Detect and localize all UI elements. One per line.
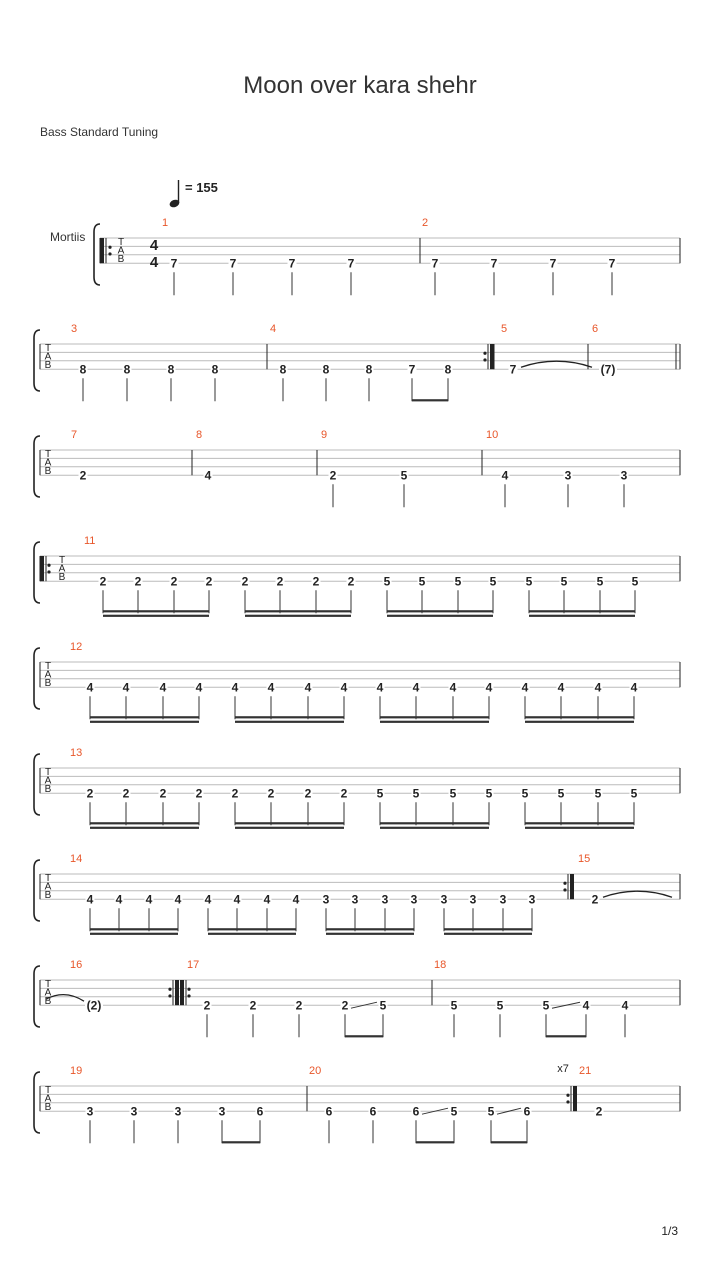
score-title: Moon over kara shehr xyxy=(243,72,477,99)
fret-number: 4 xyxy=(204,468,212,483)
fret-number: (7) xyxy=(600,362,616,377)
fret-number: 3 xyxy=(381,892,389,907)
fret-number: 5 xyxy=(376,786,384,801)
beam xyxy=(525,822,634,824)
measure-number: 5 xyxy=(501,323,508,335)
repeat-end-bar xyxy=(175,980,179,1005)
repeat-count-label: x7 xyxy=(557,1063,569,1075)
fret-number: 7 xyxy=(229,256,237,271)
beam xyxy=(90,827,199,829)
measure-number: 16 xyxy=(70,959,83,971)
tab-system-5 xyxy=(34,641,680,723)
beam xyxy=(90,933,178,935)
beam xyxy=(380,716,489,718)
repeat-dot xyxy=(483,358,486,361)
measure-number: 4 xyxy=(270,323,277,335)
fret-number: 4 xyxy=(582,998,590,1013)
measure-number: 11 xyxy=(84,535,96,547)
fret-number: 2 xyxy=(340,786,348,801)
system-bracket xyxy=(34,754,40,815)
tab-clef-letter: T xyxy=(44,661,52,672)
beam xyxy=(222,1141,260,1143)
measure-number: 10 xyxy=(486,429,499,441)
tab-clef-letter: T xyxy=(44,343,52,354)
fret-number: 7 xyxy=(608,256,616,271)
fret-number: 4 xyxy=(304,680,312,695)
beam xyxy=(380,721,489,723)
fret-number: 2 xyxy=(122,786,130,801)
fret-number: 2 xyxy=(195,786,203,801)
fret-number: 4 xyxy=(449,680,457,695)
fret-number: 7 xyxy=(347,256,355,271)
fret-number: 3 xyxy=(351,892,359,907)
measure-number: 7 xyxy=(71,429,78,441)
fret-number: 4 xyxy=(204,892,212,907)
fret-number: 2 xyxy=(329,468,337,483)
fret-number: 4 xyxy=(267,680,275,695)
system-bracket xyxy=(34,860,40,921)
beam xyxy=(546,1035,586,1037)
fret-number: 5 xyxy=(450,998,458,1013)
tab-system-1 xyxy=(94,217,680,295)
fret-number: (2) xyxy=(86,998,102,1013)
repeat-start-bar xyxy=(40,556,44,581)
fret-number: 7 xyxy=(170,256,178,271)
repeat-dot xyxy=(566,1100,569,1103)
fret-number: 3 xyxy=(564,468,572,483)
repeat-dot xyxy=(187,994,190,997)
fret-number: 4 xyxy=(594,680,602,695)
measure-number: 6 xyxy=(592,323,599,335)
fret-number: 4 xyxy=(174,892,182,907)
measure-number: 12 xyxy=(70,641,83,653)
fret-number: 2 xyxy=(249,998,257,1013)
fret-number: 6 xyxy=(256,1104,264,1119)
fret-number: 3 xyxy=(499,892,507,907)
beam xyxy=(529,610,635,612)
beam xyxy=(444,928,532,930)
fret-number: 4 xyxy=(145,892,153,907)
fret-number: 2 xyxy=(241,574,249,589)
fret-number: 8 xyxy=(322,362,330,377)
fret-number: 4 xyxy=(340,680,348,695)
fret-number: 4 xyxy=(621,998,629,1013)
tie-arc xyxy=(603,891,672,897)
fret-number: 5 xyxy=(557,786,565,801)
tab-clef-letter: T xyxy=(44,767,52,778)
repeat-dot xyxy=(563,888,566,891)
fret-number: 5 xyxy=(450,1104,458,1119)
fret-number: 3 xyxy=(528,892,536,907)
tab-clef-letter: A xyxy=(44,775,52,787)
beam xyxy=(345,1035,383,1037)
measure-number: 18 xyxy=(434,959,447,971)
repeat-dot xyxy=(168,988,171,991)
beam xyxy=(525,721,634,723)
fret-number: 2 xyxy=(591,892,599,907)
fret-number: 2 xyxy=(170,574,178,589)
fret-number: 8 xyxy=(123,362,131,377)
beam xyxy=(326,928,414,930)
repeat-dot xyxy=(47,564,50,567)
fret-number: 3 xyxy=(620,468,628,483)
instrument-name: Mortiis xyxy=(50,230,86,244)
fret-number: 7 xyxy=(431,256,439,271)
fret-number: 3 xyxy=(469,892,477,907)
fret-number: 5 xyxy=(400,468,408,483)
tab-clef-letter: B xyxy=(58,572,66,584)
beam xyxy=(387,610,493,612)
fret-number: 5 xyxy=(521,786,529,801)
tab-system-6 xyxy=(34,747,680,829)
tab-clef-letter: T xyxy=(44,979,52,990)
measure-number: 8 xyxy=(196,429,203,441)
beam xyxy=(380,827,489,829)
measure-number: 20 xyxy=(309,1065,322,1077)
fret-number: 2 xyxy=(267,786,275,801)
measure-number: 21 xyxy=(579,1065,592,1077)
beam xyxy=(525,827,634,829)
fret-number: 8 xyxy=(79,362,87,377)
fret-number: 5 xyxy=(596,574,604,589)
fret-number: 5 xyxy=(631,574,639,589)
fret-number: 5 xyxy=(630,786,638,801)
fret-number: 8 xyxy=(365,362,373,377)
tie-arc xyxy=(46,995,84,1002)
fret-number: 2 xyxy=(231,786,239,801)
fret-number: 4 xyxy=(412,680,420,695)
fret-number: 4 xyxy=(86,680,94,695)
beam xyxy=(525,716,634,718)
fret-number: 5 xyxy=(418,574,426,589)
repeat-start-bar xyxy=(180,980,184,1005)
fret-number: 2 xyxy=(304,786,312,801)
beam xyxy=(103,610,209,612)
fret-number: 3 xyxy=(130,1104,138,1119)
fret-number: 5 xyxy=(489,574,497,589)
tab-system-9 xyxy=(34,1063,680,1143)
tab-clef-letter: T xyxy=(44,449,52,460)
fret-number: 5 xyxy=(412,786,420,801)
fret-number: 4 xyxy=(376,680,384,695)
fret-number: 4 xyxy=(485,680,493,695)
fret-number: 6 xyxy=(325,1104,333,1119)
tab-clef-letter: B xyxy=(44,360,52,372)
tuning-label: Bass Standard Tuning xyxy=(40,125,159,139)
repeat-dot xyxy=(168,994,171,997)
measure-number: 3 xyxy=(71,323,78,335)
fret-number: 2 xyxy=(86,786,94,801)
fret-number: 8 xyxy=(167,362,175,377)
fret-number: 5 xyxy=(542,998,550,1013)
beam xyxy=(235,827,344,829)
measure-number: 2 xyxy=(422,217,429,229)
fret-number: 4 xyxy=(521,680,529,695)
tab-system-2 xyxy=(34,323,680,401)
measure-number: 13 xyxy=(70,747,83,759)
tab-system-8 xyxy=(34,959,680,1037)
fret-number: 4 xyxy=(557,680,565,695)
fret-number: 2 xyxy=(347,574,355,589)
beam xyxy=(90,721,199,723)
tab-clef-letter: A xyxy=(117,245,125,257)
tab-clef-letter: T xyxy=(58,555,66,566)
fret-number: 5 xyxy=(560,574,568,589)
fret-number: 8 xyxy=(211,362,219,377)
fret-number: 5 xyxy=(485,786,493,801)
system-bracket xyxy=(34,1072,40,1133)
measure-number: 1 xyxy=(162,217,169,229)
fret-number: 4 xyxy=(122,680,130,695)
tempo-value: = 155 xyxy=(185,180,218,195)
measure-number: 9 xyxy=(321,429,328,441)
beam xyxy=(245,615,351,617)
fret-number: 2 xyxy=(99,574,107,589)
repeat-dot xyxy=(108,246,111,249)
tab-clef-letter: A xyxy=(44,351,52,363)
system-bracket xyxy=(94,224,100,285)
page-number: 1/3 xyxy=(661,1224,678,1238)
repeat-dot xyxy=(108,252,111,255)
beam xyxy=(235,721,344,723)
tab-system-7 xyxy=(34,853,680,935)
fret-number: 7 xyxy=(509,362,517,377)
fret-number: 6 xyxy=(523,1104,531,1119)
repeat-end-bar xyxy=(573,1086,577,1111)
fret-number: 3 xyxy=(440,892,448,907)
fret-number: 4 xyxy=(159,680,167,695)
tab-clef-letter: B xyxy=(44,890,52,902)
fret-number: 2 xyxy=(79,468,87,483)
fret-number: 7 xyxy=(288,256,296,271)
fret-number: 3 xyxy=(218,1104,226,1119)
measure-number: 19 xyxy=(70,1065,83,1077)
fret-number: 2 xyxy=(203,998,211,1013)
fret-number: 5 xyxy=(379,998,387,1013)
repeat-end-bar xyxy=(490,344,494,369)
fret-number: 6 xyxy=(412,1104,420,1119)
tab-clef-letter: T xyxy=(44,1085,52,1096)
repeat-dot xyxy=(566,1094,569,1097)
fret-number: 2 xyxy=(205,574,213,589)
fret-number: 4 xyxy=(86,892,94,907)
beam xyxy=(412,399,448,401)
tab-clef-letter: T xyxy=(117,237,125,248)
system-bracket xyxy=(34,436,40,497)
repeat-dot xyxy=(47,570,50,573)
tab-clef-letter: A xyxy=(44,1093,52,1105)
tab-clef-letter: A xyxy=(44,987,52,999)
fret-number: 2 xyxy=(312,574,320,589)
beam xyxy=(491,1141,527,1143)
beam xyxy=(387,615,493,617)
beam xyxy=(90,928,178,930)
fret-number: 5 xyxy=(449,786,457,801)
fret-number: 5 xyxy=(525,574,533,589)
fret-number: 4 xyxy=(233,892,241,907)
tab-clef-letter: A xyxy=(44,457,52,469)
beam xyxy=(380,822,489,824)
beam xyxy=(90,822,199,824)
fret-number: 2 xyxy=(595,1104,603,1119)
tab-clef-letter: B xyxy=(44,996,52,1008)
tab-clef-letter: T xyxy=(44,873,52,884)
beam xyxy=(90,716,199,718)
beam xyxy=(103,615,209,617)
tab-clef-letter: B xyxy=(117,254,125,266)
fret-number: 4 xyxy=(630,680,638,695)
fret-number: 5 xyxy=(496,998,504,1013)
tab-system-3 xyxy=(34,429,680,507)
beam xyxy=(208,928,296,930)
fret-number: 5 xyxy=(454,574,462,589)
repeat-dot xyxy=(483,352,486,355)
tab-clef-letter: B xyxy=(44,1102,52,1114)
fret-number: 8 xyxy=(444,362,452,377)
beam xyxy=(529,615,635,617)
fret-number: 2 xyxy=(341,998,349,1013)
fret-number: 4 xyxy=(115,892,123,907)
tab-clef-letter: B xyxy=(44,784,52,796)
system-bracket xyxy=(34,542,40,603)
fret-number: 8 xyxy=(279,362,287,377)
measure-number: 14 xyxy=(70,853,83,865)
fret-number: 5 xyxy=(487,1104,495,1119)
tie-arc xyxy=(521,361,592,367)
fret-number: 4 xyxy=(292,892,300,907)
tab-clef-letter: B xyxy=(44,466,52,478)
fret-number: 3 xyxy=(174,1104,182,1119)
repeat-end-bar xyxy=(570,874,574,899)
time-signature-bottom: 4 xyxy=(149,254,159,271)
fret-number: 7 xyxy=(408,362,416,377)
beam xyxy=(208,933,296,935)
fret-number: 3 xyxy=(322,892,330,907)
time-signature-top: 4 xyxy=(149,237,159,254)
fret-number: 7 xyxy=(549,256,557,271)
beam xyxy=(245,610,351,612)
measure-number: 17 xyxy=(187,959,200,971)
repeat-start-bar xyxy=(100,238,104,263)
fret-number: 3 xyxy=(86,1104,94,1119)
fret-number: 2 xyxy=(159,786,167,801)
system-bracket xyxy=(34,330,40,391)
beam xyxy=(416,1141,454,1143)
fret-number: 6 xyxy=(369,1104,377,1119)
measure-number: 15 xyxy=(578,853,591,865)
beam xyxy=(326,933,414,935)
fret-number: 2 xyxy=(295,998,303,1013)
beam xyxy=(235,716,344,718)
fret-number: 3 xyxy=(410,892,418,907)
tab-clef-letter: A xyxy=(44,669,52,681)
fret-number: 4 xyxy=(195,680,203,695)
fret-number: 2 xyxy=(276,574,284,589)
repeat-dot xyxy=(563,882,566,885)
fret-number: 2 xyxy=(134,574,142,589)
fret-number: 5 xyxy=(383,574,391,589)
tab-clef-letter: A xyxy=(58,563,66,575)
tab-system-4 xyxy=(34,535,680,617)
fret-number: 5 xyxy=(594,786,602,801)
fret-number: 7 xyxy=(490,256,498,271)
fret-number: 4 xyxy=(263,892,271,907)
fret-number: 4 xyxy=(231,680,239,695)
tab-clef-letter: A xyxy=(44,881,52,893)
fret-number: 4 xyxy=(501,468,509,483)
system-bracket xyxy=(34,648,40,709)
beam xyxy=(444,933,532,935)
tab-clef-letter: B xyxy=(44,678,52,690)
system-bracket xyxy=(34,966,40,1027)
beam xyxy=(235,822,344,824)
repeat-dot xyxy=(187,988,190,991)
